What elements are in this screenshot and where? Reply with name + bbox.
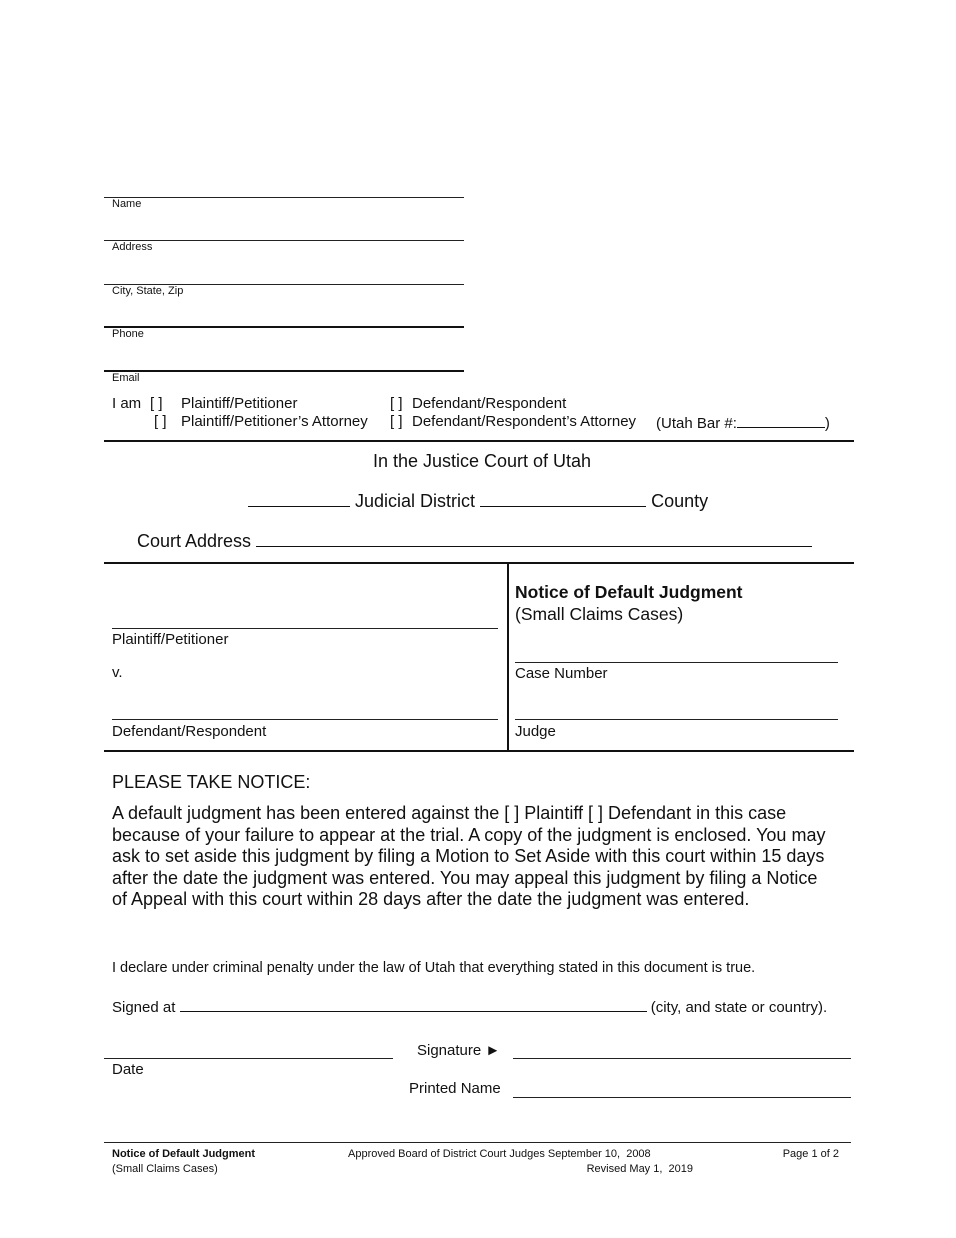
footer-approved: Approved Board of District Court Judges September 10, 2008 <box>348 1148 651 1160</box>
printed-name-label: Printed Name <box>409 1080 501 1097</box>
utah-bar-field[interactable] <box>656 413 830 432</box>
utah-bar-label: (Utah Bar #: <box>656 415 737 432</box>
signed-at-label: Signed at <box>112 999 176 1016</box>
county-label: County <box>651 491 709 511</box>
defendant-option-label: Defendant/Respondent <box>412 395 567 412</box>
footer-subtitle: (Small Claims Cases) <box>112 1163 218 1175</box>
notice-heading: PLEASE TAKE NOTICE: <box>112 772 311 792</box>
judicial-district-label: Judicial District <box>355 491 476 511</box>
defendant-attorney-option-label: Defendant/Respondent’s Attorney <box>412 413 637 430</box>
plaintiff-attorney-checkbox[interactable]: [ ] <box>154 413 167 430</box>
address-line[interactable] <box>104 240 464 241</box>
footer-divider <box>104 1142 851 1143</box>
i-am-label: I am <box>112 395 142 412</box>
versus-label: v. <box>112 664 123 681</box>
defendant-attorney-checkbox[interactable]: [ ] <box>390 413 403 430</box>
plaintiff-attorney-option-label: Plaintiff/Petitioner’s Attorney <box>181 413 368 430</box>
header-divider <box>104 440 854 442</box>
caption-bottom-border <box>104 750 854 752</box>
judge-label: Judge <box>515 723 556 740</box>
address-label: Address <box>112 241 153 253</box>
document-subtitle: (Small Claims Cases) <box>515 604 684 624</box>
defendant-checkbox[interactable]: [ ] <box>390 395 403 412</box>
utah-bar-close: ) <box>824 415 830 432</box>
signed-at-line <box>112 997 827 1016</box>
county-blank[interactable] <box>480 492 646 507</box>
city-state-zip-label: City, State, Zip <box>112 285 184 297</box>
court-title: In the Justice Court of Utah <box>372 451 592 471</box>
notice-body: A default judgment has been entered against the [ ] Plaintiff [ ] Defendant in this case because of your failure to appear at the trial. A copy of the judgment is enclosed. You may ask to set aside this judgment by filing a Motion to Set Aside with this court within 15 days after the date the judgment was entered. You may appeal this judgment by filing a Notice of Appeal with this court within 28 days after the date the judgment was entered. <box>112 803 826 909</box>
date-line[interactable] <box>104 1058 393 1059</box>
name-line[interactable] <box>104 197 464 198</box>
caption-divider <box>507 562 509 752</box>
footer-revised: Revised May 1, 2019 <box>586 1163 693 1175</box>
phone-label: Phone <box>112 328 144 340</box>
signature-line[interactable] <box>513 1058 851 1059</box>
defendant-name-line[interactable] <box>112 719 498 720</box>
utah-bar-blank[interactable] <box>737 413 825 428</box>
email-label: Email <box>112 372 140 384</box>
plaintiff-option-label: Plaintiff/Petitioner <box>181 395 298 412</box>
date-label: Date <box>112 1061 144 1078</box>
caption-top-border <box>104 562 854 564</box>
document-title: Notice of Default Judgment <box>515 582 743 602</box>
name-label: Name <box>112 198 142 210</box>
case-number-line[interactable] <box>515 662 838 663</box>
footer-page-number: Page 1 of 2 <box>782 1148 839 1160</box>
footer-title: Notice of Default Judgment <box>112 1148 256 1160</box>
caption-defendant-label: Defendant/Respondent <box>112 723 267 740</box>
judge-line[interactable] <box>515 719 838 720</box>
signed-at-blank[interactable] <box>180 997 647 1012</box>
caption-plaintiff-label: Plaintiff/Petitioner <box>112 631 229 648</box>
signature-label: Signature ► <box>417 1042 501 1059</box>
court-address-line <box>137 531 812 552</box>
phone-line[interactable] <box>104 326 464 328</box>
plaintiff-name-line[interactable] <box>112 628 498 629</box>
court-address-blank[interactable] <box>256 532 812 547</box>
case-number-label: Case Number <box>515 665 608 682</box>
city-state-label: (city, and state or country). <box>650 999 828 1016</box>
plaintiff-checkbox[interactable]: [ ] <box>150 395 163 412</box>
email-line[interactable] <box>104 370 464 372</box>
printed-name-line[interactable] <box>513 1097 851 1098</box>
court-address-label: Court Address <box>137 531 252 551</box>
declaration-text: I declare under criminal penalty under the law of Utah that everything stated in this document is true. <box>112 960 756 976</box>
district-county-line <box>248 491 708 512</box>
district-blank[interactable] <box>248 492 350 507</box>
